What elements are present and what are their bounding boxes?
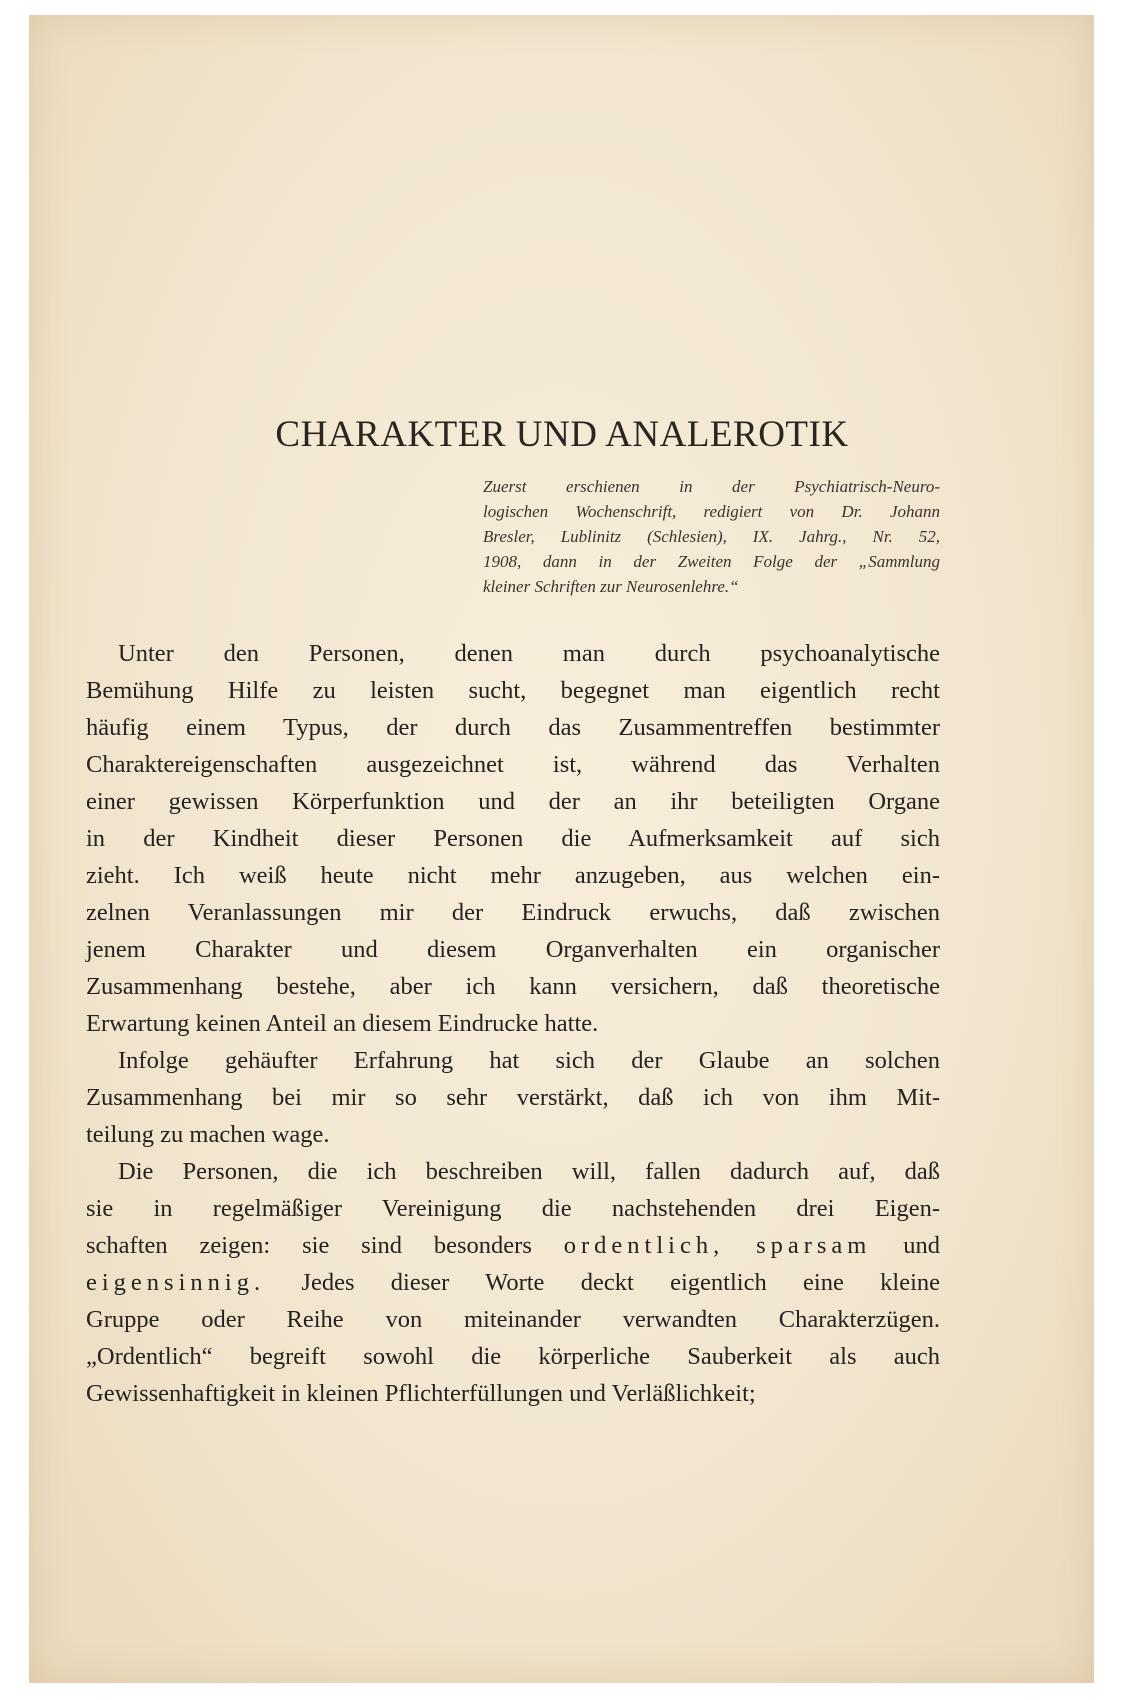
text-line: einer gewissen Körperfunktion und der an ihr beteiligten Organe (86, 788, 940, 815)
text-line: teilung zu machen wage. (86, 1121, 330, 1148)
text-line: zieht. Ich weiß heute nicht mehr anzugeben, aus welchen ein- (86, 862, 940, 889)
text-line: Gruppe oder Reihe von miteinander verwandten Charakterzügen. (86, 1306, 940, 1333)
note-line: 1908, dann in der Zweiten Folge der „Sammlung (483, 552, 940, 571)
paragraph-2 (86, 1042, 940, 1153)
text-line: sie in regelmäßiger Vereinigung die nachstehenden drei Eigen- (86, 1195, 940, 1222)
paragraph-1 (86, 635, 940, 1042)
text-line: Bemühung Hilfe zu leisten sucht, begegnet man eigentlich recht (86, 677, 940, 704)
text-line (86, 1264, 940, 1301)
text-fragment: Jedes dieser Worte deckt eigentlich eine kleine (265, 1269, 940, 1296)
text-line: Zusammenhang bestehe, aber ich kann versichern, daß theoretische (86, 973, 940, 1000)
text-fragment: und (871, 1232, 940, 1259)
chapter-title: CHARAKTER UND ANALEROTIK (275, 414, 849, 455)
text-line: Die Personen, die ich beschreiben will, fallen dadurch auf, daß (118, 1158, 940, 1185)
note-line: logischen Wochenschrift, redigiert von Dr. Johann (483, 502, 940, 521)
note-line: kleiner Schriften zur Neurosenlehre.“ (483, 577, 739, 596)
text-line: Infolge gehäufter Erfahrung hat sich der Glaube an solchen (118, 1047, 940, 1074)
text-line: Gewissenhaftigkeit in kleinen Pflichterfüllungen und Verläßlichkeit; (86, 1380, 756, 1407)
text-line: „Ordentlich“ begreift sowohl die körperliche Sauberkeit als auch (86, 1343, 940, 1370)
publication-note (483, 474, 940, 599)
text-line (86, 1227, 940, 1264)
text-line: in der Kindheit dieser Personen die Aufmerksamkeit auf sich (86, 825, 940, 852)
emphasis-eigensinnig: eigensinnig. (86, 1269, 266, 1296)
text-line: jenem Charakter und diesem Organverhalten ein organischer (86, 936, 940, 963)
text-line: Erwartung keinen Anteil an diesem Eindrucke hatte. (86, 1010, 599, 1037)
paragraph-3 (86, 1153, 940, 1412)
text-line: Unter den Personen, denen man durch psychoanalytische (118, 640, 940, 667)
text-line: Zusammenhang bei mir so sehr verstärkt, daß ich von ihm Mit- (86, 1084, 940, 1111)
text-fragment: schaften zeigen: sie sind besonders (86, 1232, 564, 1259)
text-line: Charaktereigenschaften ausgezeichnet ist, während das Verhalten (86, 751, 940, 778)
body-text (86, 635, 940, 1412)
emphasis-ordentlich: ordentlich, (563, 1232, 725, 1259)
text-line: zelnen Veranlassungen mir der Eindruck erwuchs, daß zwischen (86, 899, 940, 926)
emphasis-sparsam: sparsam (756, 1232, 872, 1259)
text-line: häufig einem Typus, der durch das Zusammentreffen bestimmter (86, 714, 940, 741)
note-line: Bresler, Lublinitz (Schlesien), IX. Jahrg., Nr. 52, (483, 527, 940, 546)
note-line: Zuerst erschienen in der Psychiatrisch-Neuro- (483, 477, 940, 496)
